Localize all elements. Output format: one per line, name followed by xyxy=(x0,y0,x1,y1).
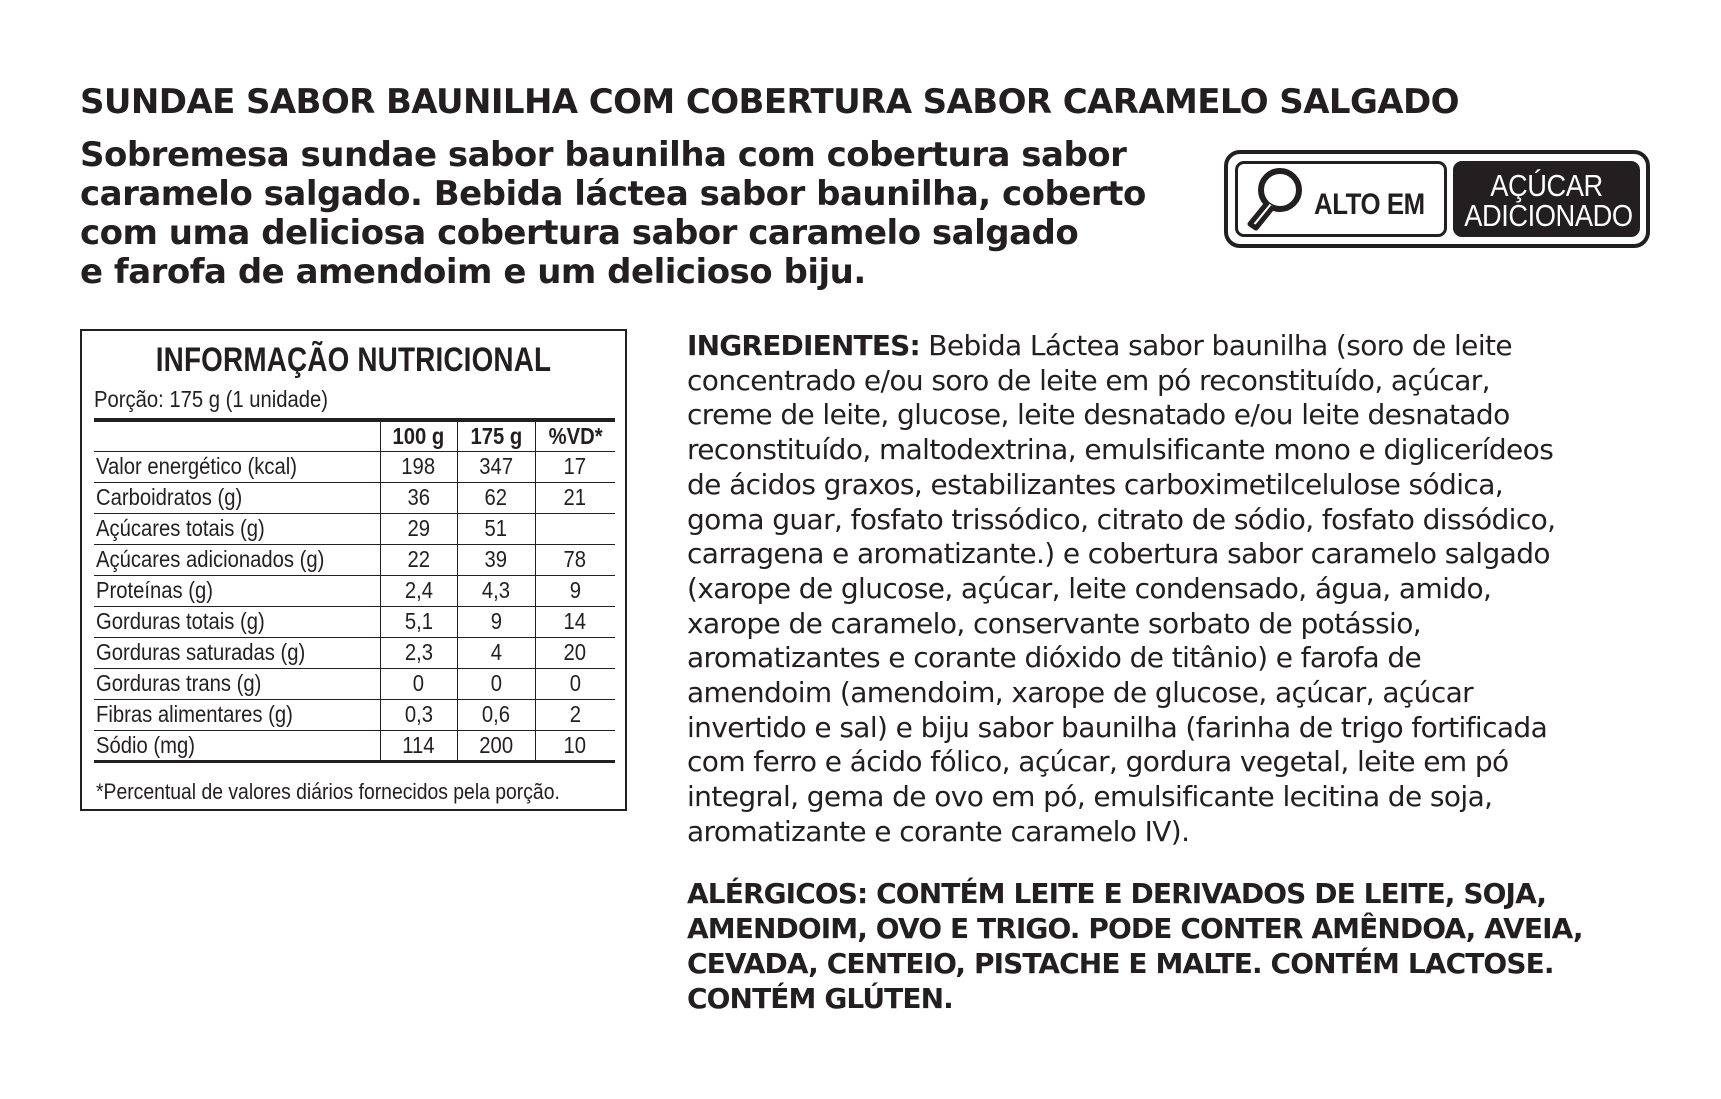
table-row xyxy=(94,730,615,761)
description-line: com uma deliciosa cobertura sabor caramelo salgado xyxy=(80,213,1079,253)
ingredients-line: integral, gema de ovo em pó, emulsificante lecitina de soja, xyxy=(687,780,1493,814)
value-100g: 198 xyxy=(380,451,457,482)
table-row xyxy=(94,668,615,699)
nutrient-label: Sódio (mg) xyxy=(94,730,380,761)
value-175g: 0,6 xyxy=(457,699,535,730)
nutrient-label: Açúcares adicionados (g) xyxy=(94,544,380,575)
allergens-line: CONTÉM GLÚTEN. xyxy=(687,982,953,1015)
nutrition-table xyxy=(94,418,615,763)
magnifying-glass-icon xyxy=(1242,166,1312,232)
value-vd: 9 xyxy=(535,575,615,606)
value-vd: 21 xyxy=(535,482,615,513)
ingredients-line: amendoim (amendoim, xarope de glucose, açúcar, açúcar xyxy=(687,676,1474,710)
seal-acucar-adicionado-box xyxy=(1453,161,1640,237)
nutrient-label: Gorduras trans (g) xyxy=(94,668,380,699)
value-100g: 29 xyxy=(380,513,457,544)
table-header-row xyxy=(94,420,615,451)
value-vd: 2 xyxy=(535,699,615,730)
product-title: SUNDAE SABOR BAUNILHA COM COBERTURA SABOR CARAMELO SALGADO xyxy=(80,82,1459,122)
nutrient-label: Valor energético (kcal) xyxy=(94,451,380,482)
value-175g: 62 xyxy=(457,482,535,513)
value-100g: 2,4 xyxy=(380,575,457,606)
value-100g: 22 xyxy=(380,544,457,575)
nutrient-label: Fibras alimentares (g) xyxy=(94,699,380,730)
nutrient-label: Gorduras saturadas (g) xyxy=(94,637,380,668)
nutrition-footnote: *Percentual de valores diários fornecidos pela porção. xyxy=(96,779,560,804)
value-100g: 114 xyxy=(380,730,457,761)
ingredients-first-line xyxy=(687,329,1697,364)
table-row xyxy=(94,513,615,544)
seal-nutrient-line: ADICIONADO xyxy=(1464,198,1633,233)
nutrient-label: Gorduras totais (g) xyxy=(94,606,380,637)
description-line: e farofa de amendoim e um delicioso biju. xyxy=(80,252,866,292)
ingredients-line: (xarope de glucose, açúcar, leite condensado, água, amido, xyxy=(687,571,1492,605)
table-row xyxy=(94,637,615,668)
ingredients-line: carragena e aromatizante.) e cobertura sabor caramelo salgado xyxy=(687,537,1550,571)
allergens-line: CEVADA, CENTEIO, PISTACHE E MALTE. CONTÉM LACTOSE. xyxy=(687,947,1554,980)
ingredients-line: aromatizantes e corante dióxido de titânio) e farofa de xyxy=(687,641,1422,675)
value-100g: 0,3 xyxy=(380,699,457,730)
value-175g: 4 xyxy=(457,637,535,668)
ingredients-list xyxy=(687,329,1697,850)
ingredients-line: invertido e sal) e biju sabor baunilha (farinha de trigo fortificada xyxy=(687,710,1548,744)
allergens-line: ALÉRGICOS: CONTÉM LEITE E DERIVADOS DE LEITE, SOJA, xyxy=(687,877,1547,910)
value-175g: 347 xyxy=(457,451,535,482)
ingredients-line: Bebida Láctea sabor baunilha (soro de leite xyxy=(928,329,1512,362)
value-175g: 200 xyxy=(457,730,535,761)
table-row xyxy=(94,451,615,482)
value-100g: 0 xyxy=(380,668,457,699)
allergens-statement xyxy=(687,876,1697,1016)
value-100g: 36 xyxy=(380,482,457,513)
value-175g: 9 xyxy=(457,606,535,637)
nutrition-facts-panel xyxy=(80,329,627,811)
value-vd: 14 xyxy=(535,606,615,637)
portion-size: Porção: 175 g (1 unidade) xyxy=(94,386,329,412)
high-added-sugar-warning-seal xyxy=(1224,150,1650,248)
seal-alto-em-label: ALTO EM xyxy=(1314,188,1425,221)
description-line: caramelo salgado. Bebida láctea sabor baunilha, coberto xyxy=(80,174,1146,214)
product-description xyxy=(80,136,1210,292)
ingredients-line: creme de leite, glucose, leite desnatado e/ou leite desnatado xyxy=(687,398,1510,432)
table-row xyxy=(94,544,615,575)
value-175g: 51 xyxy=(457,513,535,544)
description-line: Sobremesa sundae sabor baunilha com cobertura sabor xyxy=(80,135,1127,175)
value-175g: 39 xyxy=(457,544,535,575)
nutrient-label: Açúcares totais (g) xyxy=(94,513,380,544)
ingredients-line: reconstituído, maltodextrina, emulsificante mono e diglicerídeos xyxy=(687,433,1554,467)
value-175g: 4,3 xyxy=(457,575,535,606)
value-vd xyxy=(535,513,615,544)
ingredients-line: concentrado e/ou soro de leite em pó reconstituído, açúcar, xyxy=(687,363,1490,397)
header-blank xyxy=(94,420,380,451)
seal-alto-em-box xyxy=(1235,161,1447,237)
nutrition-title: INFORMAÇÃO NUTRICIONAL xyxy=(155,341,552,379)
ingredients-line: com ferro e ácido fólico, açúcar, gordura vegetal, leite em pó xyxy=(687,745,1509,779)
table-row xyxy=(94,606,615,637)
header-175g: 175 g xyxy=(457,420,535,451)
seal-nutrient-line: AÇÚCAR xyxy=(1490,168,1603,203)
value-vd: 78 xyxy=(535,544,615,575)
value-vd: 20 xyxy=(535,637,615,668)
value-vd: 17 xyxy=(535,451,615,482)
ingredients-line: goma guar, fosfato trissódico, citrato de sódio, fosfato dissódico, xyxy=(687,502,1556,536)
header-vd: %VD* xyxy=(535,420,615,451)
value-vd: 0 xyxy=(535,668,615,699)
value-100g: 5,1 xyxy=(380,606,457,637)
allergens-line: AMENDOIM, OVO E TRIGO. PODE CONTER AMÊNDOA, AVEIA, xyxy=(687,912,1583,945)
ingredients-line: aromatizante e corante caramelo IV). xyxy=(687,814,1190,848)
value-175g: 0 xyxy=(457,668,535,699)
ingredients-line: de ácidos graxos, estabilizantes carboximetilcelulose sódica, xyxy=(687,467,1504,501)
nutrient-label: Proteínas (g) xyxy=(94,575,380,606)
value-vd: 10 xyxy=(535,730,615,761)
value-100g: 2,3 xyxy=(380,637,457,668)
nutrient-label: Carboidratos (g) xyxy=(94,482,380,513)
ingredients-heading: INGREDIENTES: xyxy=(687,329,920,362)
ingredients-line: xarope de caramelo, conservante sorbato de potássio, xyxy=(687,606,1422,640)
table-row xyxy=(94,482,615,513)
header-100g: 100 g xyxy=(380,420,457,451)
table-row xyxy=(94,575,615,606)
table-row xyxy=(94,699,615,730)
